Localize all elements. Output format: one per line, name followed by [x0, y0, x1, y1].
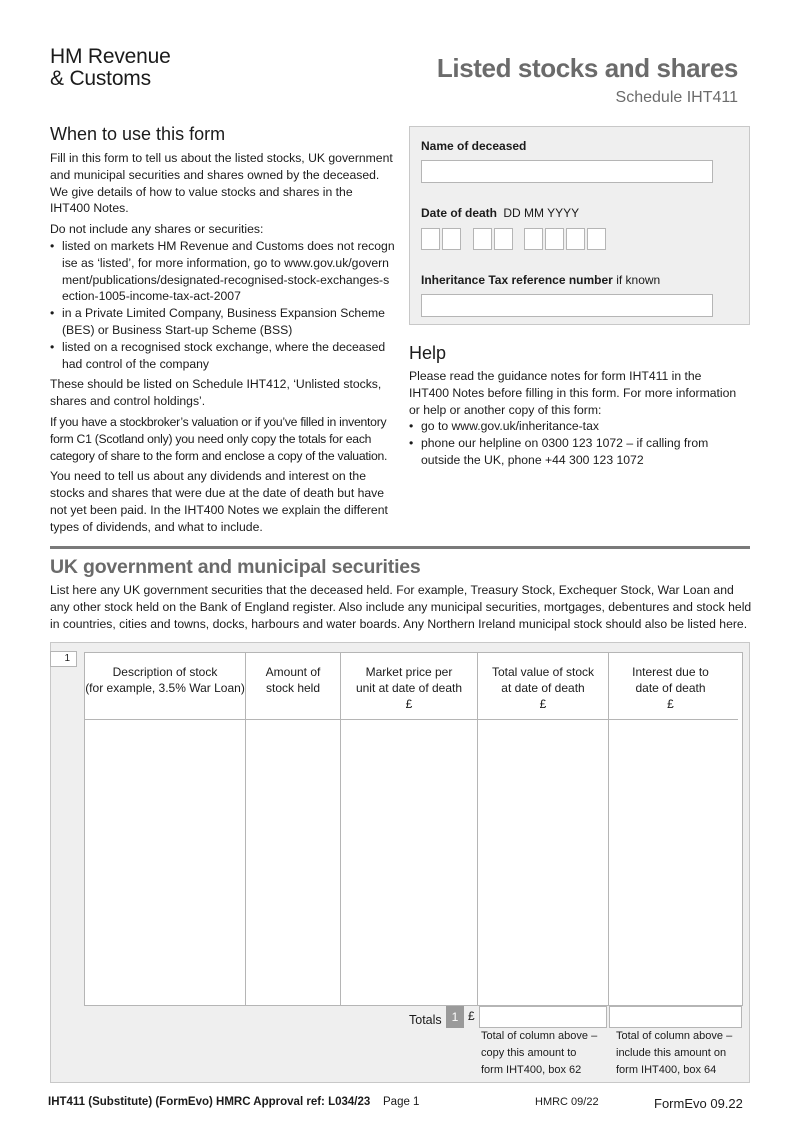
list-item: • phone our helpline on 0300 123 1072 – if calling from outside the UK, phone +44 300 123 1072: [409, 435, 739, 469]
when-paragraph-4: If you have a stockbroker’s valuation or if you’ve filled in inventory form C1 (Scotland only) you need only copy the totals for each category of share to the form and enclose a copy of the valuation.: [50, 414, 388, 463]
column-header-unit: £: [405, 697, 413, 711]
section-divider: [50, 546, 750, 549]
date-of-death-year-3[interactable]: [566, 228, 585, 250]
footer-edition: HMRC 09/22: [535, 1096, 599, 1108]
iht-reference-label-text: Inheritance Tax reference number: [421, 273, 613, 287]
column-header-line: stock held: [265, 681, 321, 695]
when-paragraph-2: Do not include any shares or securities:: [50, 222, 264, 237]
list-item: • listed on a recognised stock exchange, where the deceased had control of the company: [50, 339, 395, 373]
note-line: copy this amount to: [481, 1047, 577, 1059]
form-subtitle: Schedule IHT411: [615, 89, 738, 106]
when-heading: When to use this form: [50, 124, 226, 144]
note-line: form IHT400, box 62: [481, 1064, 582, 1076]
list-item: • in a Private Limited Company, Business Expansion Scheme (BES) or Business Start-up Scheme (BSS): [50, 305, 395, 339]
list-item: • go to www.gov.uk/inheritance-tax: [409, 418, 739, 435]
note-line: form IHT400, box 64: [616, 1064, 717, 1076]
date-of-death-month-1[interactable]: [473, 228, 492, 250]
date-of-death-day-2[interactable]: [442, 228, 461, 250]
help-paragraph: Please read the guidance notes for form IHT411 in the IHT400 Notes before filling in this form. For more information or help or another copy of this form:: [409, 369, 737, 417]
column-header-line: unit at date of death: [355, 681, 463, 695]
when-paragraph-3: These should be listed on Schedule IHT412, ‘Unlisted stocks, shares and control holdings’.: [50, 377, 382, 409]
column-header-interest: [609, 664, 732, 712]
column-header-unit: £: [539, 697, 547, 711]
total-interest-note: [616, 1028, 732, 1079]
iht-reference-hint: if known: [616, 273, 661, 287]
column-header-line: at date of death: [501, 681, 585, 695]
column-header-line: Market price per: [365, 665, 453, 679]
iht-reference-label: [421, 273, 660, 287]
column-header-line: date of death: [635, 681, 706, 695]
exclusion-list: [50, 238, 395, 372]
footer-formevo: FormEvo 09.22: [654, 1096, 743, 1111]
totals-box-number: 1: [446, 1006, 464, 1028]
hmrc-logo: [50, 46, 171, 90]
column-divider: [245, 652, 246, 1006]
date-of-death-label-text: Date of death: [421, 206, 498, 220]
when-paragraph-1: Fill in this form to tell us about the listed stocks, UK government and municipal securities and shares owned by the deceased. We give details of how to value stocks and shares in the IHT400 Notes.: [50, 151, 393, 216]
date-of-death-year-2[interactable]: [545, 228, 564, 250]
column-header-market-price: [341, 664, 477, 712]
total-value-field[interactable]: [479, 1006, 607, 1028]
box-number: 1: [50, 651, 77, 667]
pound-sign: £: [468, 1009, 475, 1023]
total-interest-field[interactable]: [609, 1006, 742, 1028]
column-header-line: Description of stock: [112, 665, 218, 679]
section-title: UK government and municipal securities: [50, 556, 421, 578]
name-of-deceased-label: Name of deceased: [421, 139, 527, 153]
date-of-death-day-1[interactable]: [421, 228, 440, 250]
logo-line-1: HM Revenue: [50, 45, 171, 68]
date-format-hint: DD MM YYYY: [503, 206, 580, 220]
help-heading: Help: [409, 343, 447, 363]
section-intro: List here any UK government securities that the deceased held. For example, Treasury Stock, Exchequer Stock, War Loan and any other stock held on the Bank of England register. Also include any municipal securities, mortgages, debentures and stock held in countries, cities and towns, docks, harbours and water boards. Any Northern Ireland municipal stock should also be listed here.: [50, 583, 752, 631]
column-header-amount: [246, 664, 340, 696]
totals-label: Totals: [409, 1013, 442, 1027]
column-header-unit: £: [667, 697, 674, 711]
date-of-death-year-4[interactable]: [587, 228, 606, 250]
form-title: Listed stocks and shares: [436, 53, 738, 83]
when-paragraph-5: You need to tell us about any dividends and interest on the stocks and shares that were due at the date of death but have not yet been paid. In the IHT400 Notes we explain the different types of dividends, and what to include.: [50, 469, 388, 534]
footer-form-ref: IHT411 (Substitute) (FormEvo) HMRC Approval ref: L034/23: [48, 1096, 371, 1108]
date-of-death-month-2[interactable]: [494, 228, 513, 250]
total-value-note: [481, 1028, 597, 1079]
help-list: [409, 418, 739, 468]
name-of-deceased-field[interactable]: [421, 160, 713, 183]
column-header-line: Total value of stock: [491, 665, 595, 679]
column-header-description: [85, 664, 245, 696]
when-body: [50, 150, 395, 540]
date-of-death-label: [421, 206, 579, 220]
column-header-line: Amount of: [265, 665, 321, 679]
note-line: Total of column above –: [481, 1030, 598, 1042]
column-header-line: Interest due to: [632, 665, 709, 679]
header-divider: [84, 719, 738, 720]
logo-line-2: & Customs: [50, 67, 151, 90]
note-line: include this amount on: [616, 1047, 727, 1059]
list-item: • listed on markets HM Revenue and Customs does not recognise as ‘listed’, for more information, go to www.gov.uk/government/publications/designated-recognised-stock-exchanges-section-1005-income-tax-act-2007: [50, 238, 395, 305]
column-header-total-value: [478, 664, 608, 712]
column-header-line: (for example, 3.5% War Loan): [85, 681, 245, 695]
footer-page-number: Page 1: [383, 1096, 420, 1108]
note-line: Total of column above –: [616, 1030, 733, 1042]
date-of-death-year-1[interactable]: [524, 228, 543, 250]
help-body: [409, 368, 739, 469]
iht-reference-field[interactable]: [421, 294, 713, 317]
